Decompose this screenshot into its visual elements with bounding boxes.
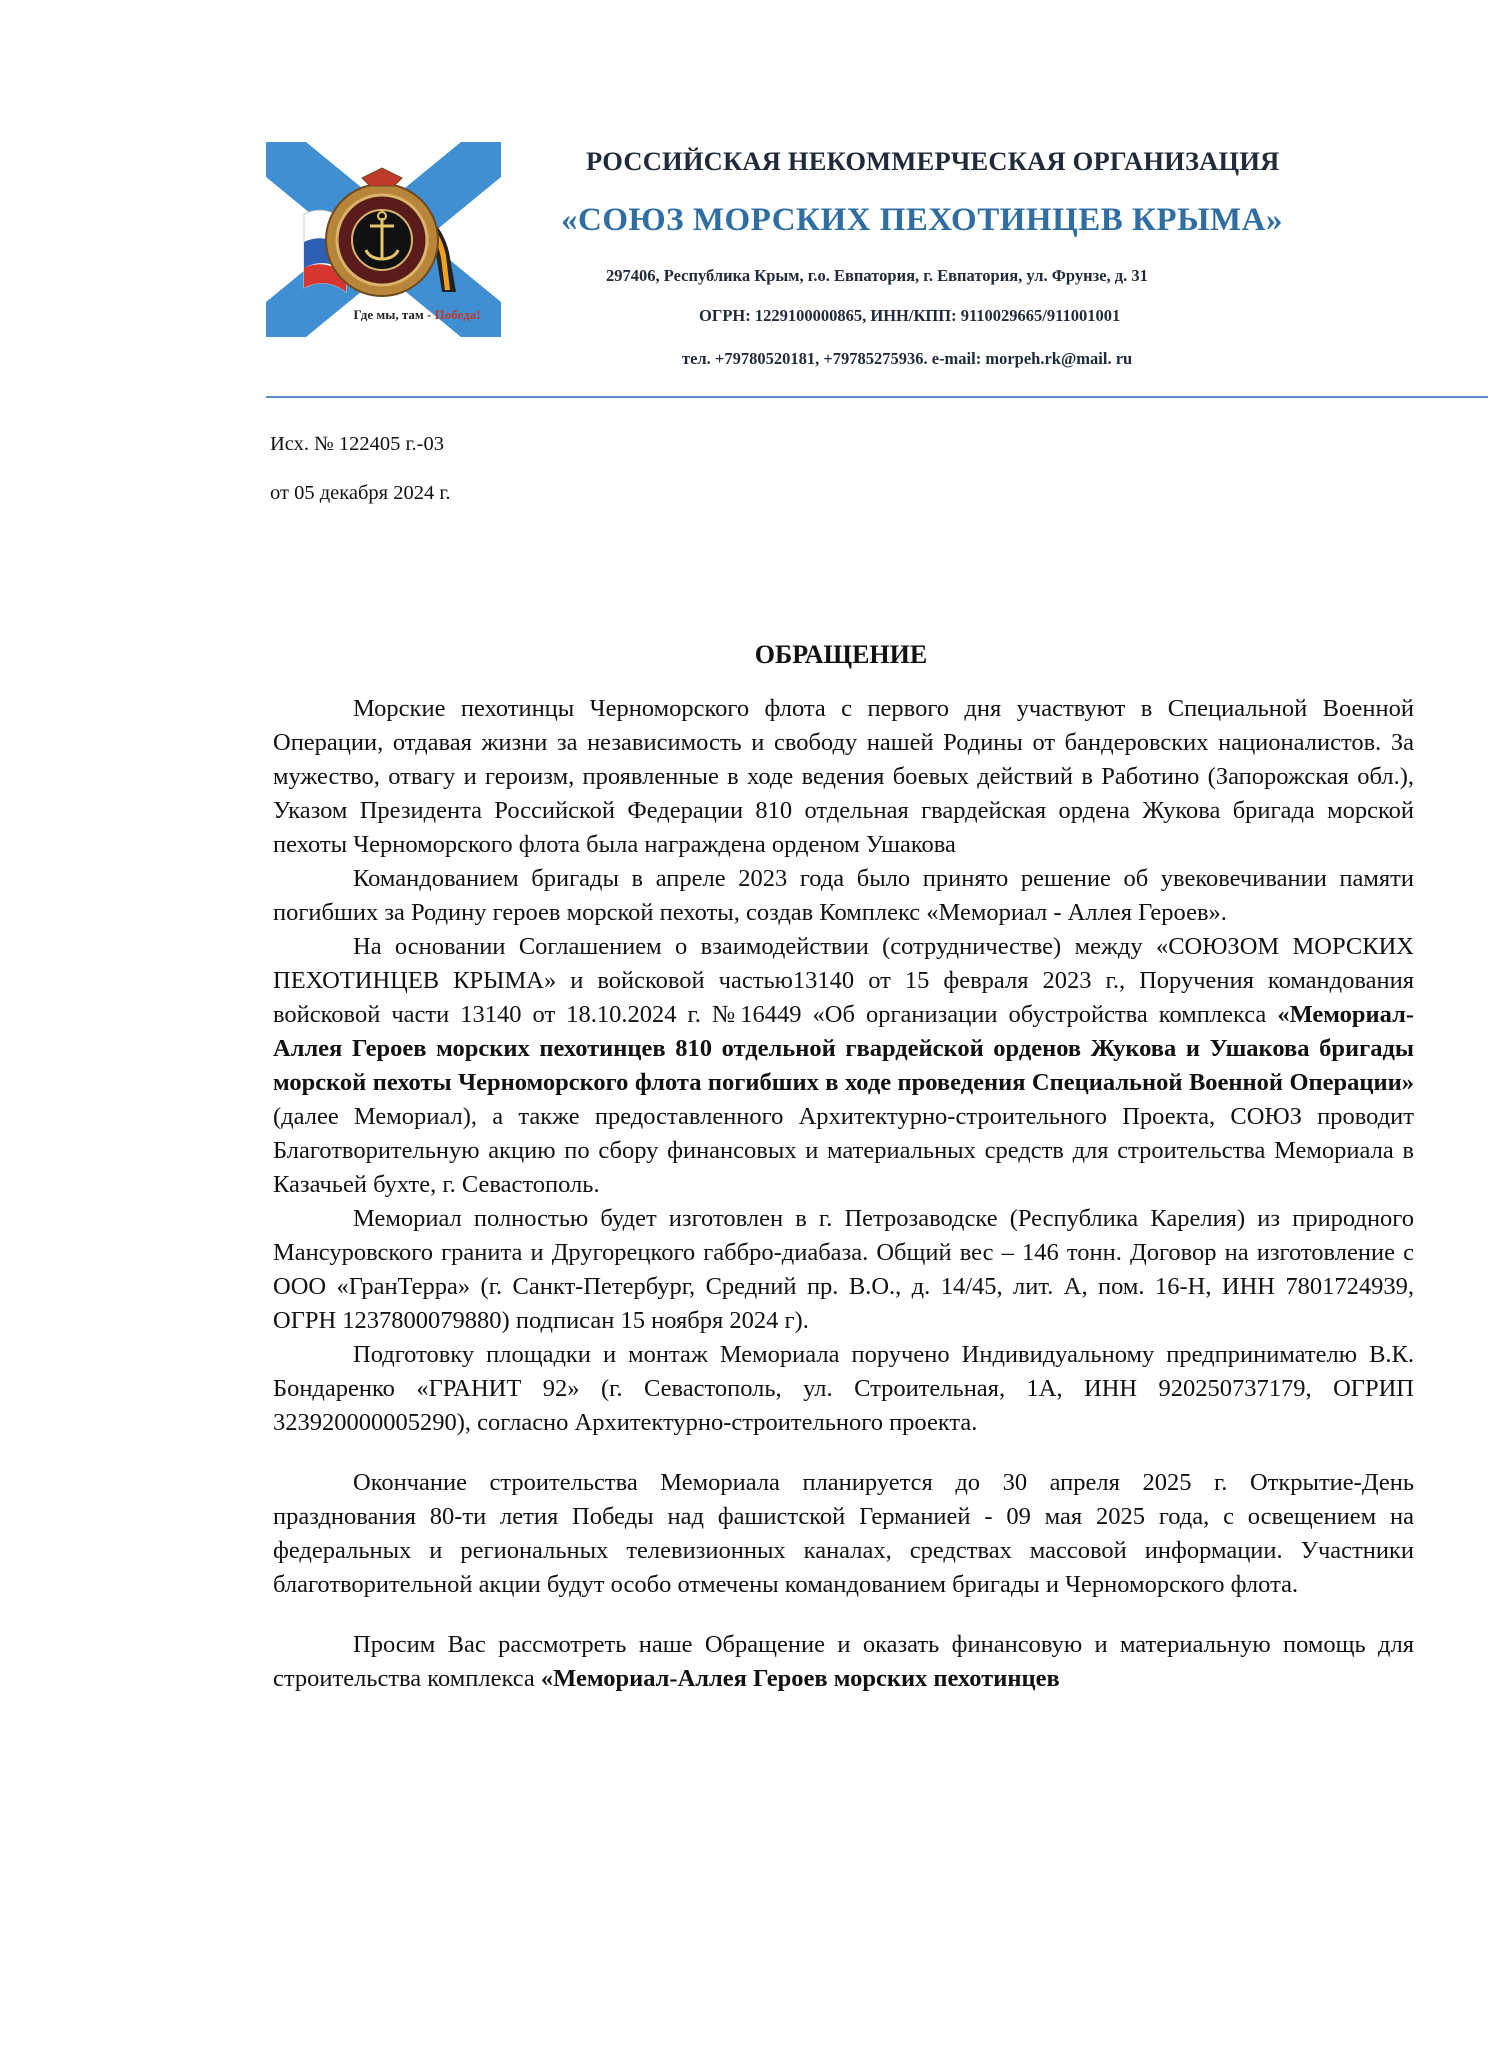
- outgoing-date: от 05 декабря 2024 г.: [270, 482, 451, 504]
- memorial-name-bold: «Мемориал-Аллея Героев морских пехотинцев 810 отдельной гвардейской орденов Жукова и Ушакова бригады морской пехоты Черноморского флота погибших в ходе проведения Специальной Военной Операции»: [273, 1001, 1414, 1096]
- letterhead-divider: [266, 396, 1488, 398]
- paragraph: Просим Вас рассмотреть наше Обращение и оказать финансовую и материальную помощь для строительства комплекса «Мемориал-Аллея Героев морских пехотинцев: [273, 1631, 1414, 1692]
- org-address: 297406, Республика Крым, г.о. Евпатория, г. Евпатория, ул. Фрунзе, д. 31: [606, 266, 1148, 285]
- org-registration: ОГРН: 1229100000865, ИНН/КПП: 9110029665/911001001: [699, 306, 1121, 325]
- emblem-motto: Где мы, там - Победа!: [353, 307, 481, 322]
- paragraph: Мемориал полностью будет изготовлен в г. Петрозаводске (Республика Карелия) из природного Мансуровского гранита и Другорецкого габбро-диабаза. Общий вес – 146 тонн. Договор на изготовление с ООО «ГранТерра» (г. Санкт-Петербург, Средний пр. В.О., д. 14/45, лит. А, пом. 16-Н, ИНН 7801724939, ОГРН 1237800079880) подписан 15 ноября 2024 г).: [273, 1205, 1414, 1334]
- paragraph: Окончание строительства Мемориала планируется до 30 апреля 2025 г. Открытие-День празднования 80-ти летия Победы над фашистской Германией - 09 мая 2025 года, с освещением на федеральных и региональных телевизионных каналах, средствах массовой информации. Участники благотворительной акции будут особо отмечены командованием бригады и Черноморского флота.: [273, 1469, 1414, 1598]
- paragraph: На основании Соглашением о взаимодействии (сотрудничестве) между «СОЮЗОМ МОРСКИХ ПЕХОТИНЦЕВ КРЫМА» и войсковой частью13140 от 15 февраля 2023 г., Поручения командования войсковой части 13140 от 18.10.2024 г. №16449 «Об организации обустройства комплекса «Мемориал-Аллея Героев морских пехотинцев 810 отдельной гвардейской орденов Жукова и Ушакова бригады морской пехоты Черноморского флота погибших в ходе проведения Специальной Военной Операции» (далее Мемориал), а также предоставленного Архитектурно-строительного Проекта, СОЮЗ проводит Благотворительную акцию по сбору финансовых и материальных средств для строительства Мемориала в Казачьей бухте, г. Севастополь.: [273, 933, 1414, 1198]
- document-body: [273, 692, 1414, 1696]
- outgoing-number: Исх. № 122405 г.-03: [270, 433, 444, 455]
- org-contacts: тел. +79780520181, +79785275936. e-mail: morpeh.rk@mail. ru: [682, 349, 1133, 368]
- paragraph: Подготовку площадки и монтаж Мемориала поручено Индивидуальному предпринимателю В.К. Бондаренко «ГРАНИТ 92» (г. Севастополь, ул. Строительная, 1А, ИНН 920250737179, ОГРИП 323920000005290), согласно Архитектурно-строительного проекта.: [273, 1341, 1414, 1436]
- paragraph: Командованием бригады в апреле 2023 года было принято решение об увековечивании памяти погибших за Родину героев морской пехоты, создав Комплекс «Мемориал - Аллея Героев».: [273, 865, 1414, 926]
- org-type-heading: РОССИЙСКАЯ НЕКОММЕРЧЕСКАЯ ОРГАНИЗАЦИЯ: [586, 146, 1280, 176]
- memorial-name-bold: «Мемориал-Аллея Героев морских пехотинцев: [540, 1665, 1060, 1692]
- org-name-heading: «СОЮЗ МОРСКИХ ПЕХОТИНЦЕВ КРЫМА»: [561, 202, 1283, 238]
- document-title: ОБРАЩЕНИЕ: [754, 640, 928, 669]
- paragraph: Морские пехотинцы Черноморского флота с первого дня участвуют в Специальной Военной Операции, отдавая жизни за независимость и свободу нашей Родины от бандеровских националистов. За мужество, отвагу и героизм, проявленные в ходе ведения боевых действий в Работино (Запорожская обл.), Указом Президента Российской Федерации 810 отдельная гвардейская ордена Жукова бригада морской пехоты Черноморского флота была награждена орденом Ушакова: [273, 695, 1414, 858]
